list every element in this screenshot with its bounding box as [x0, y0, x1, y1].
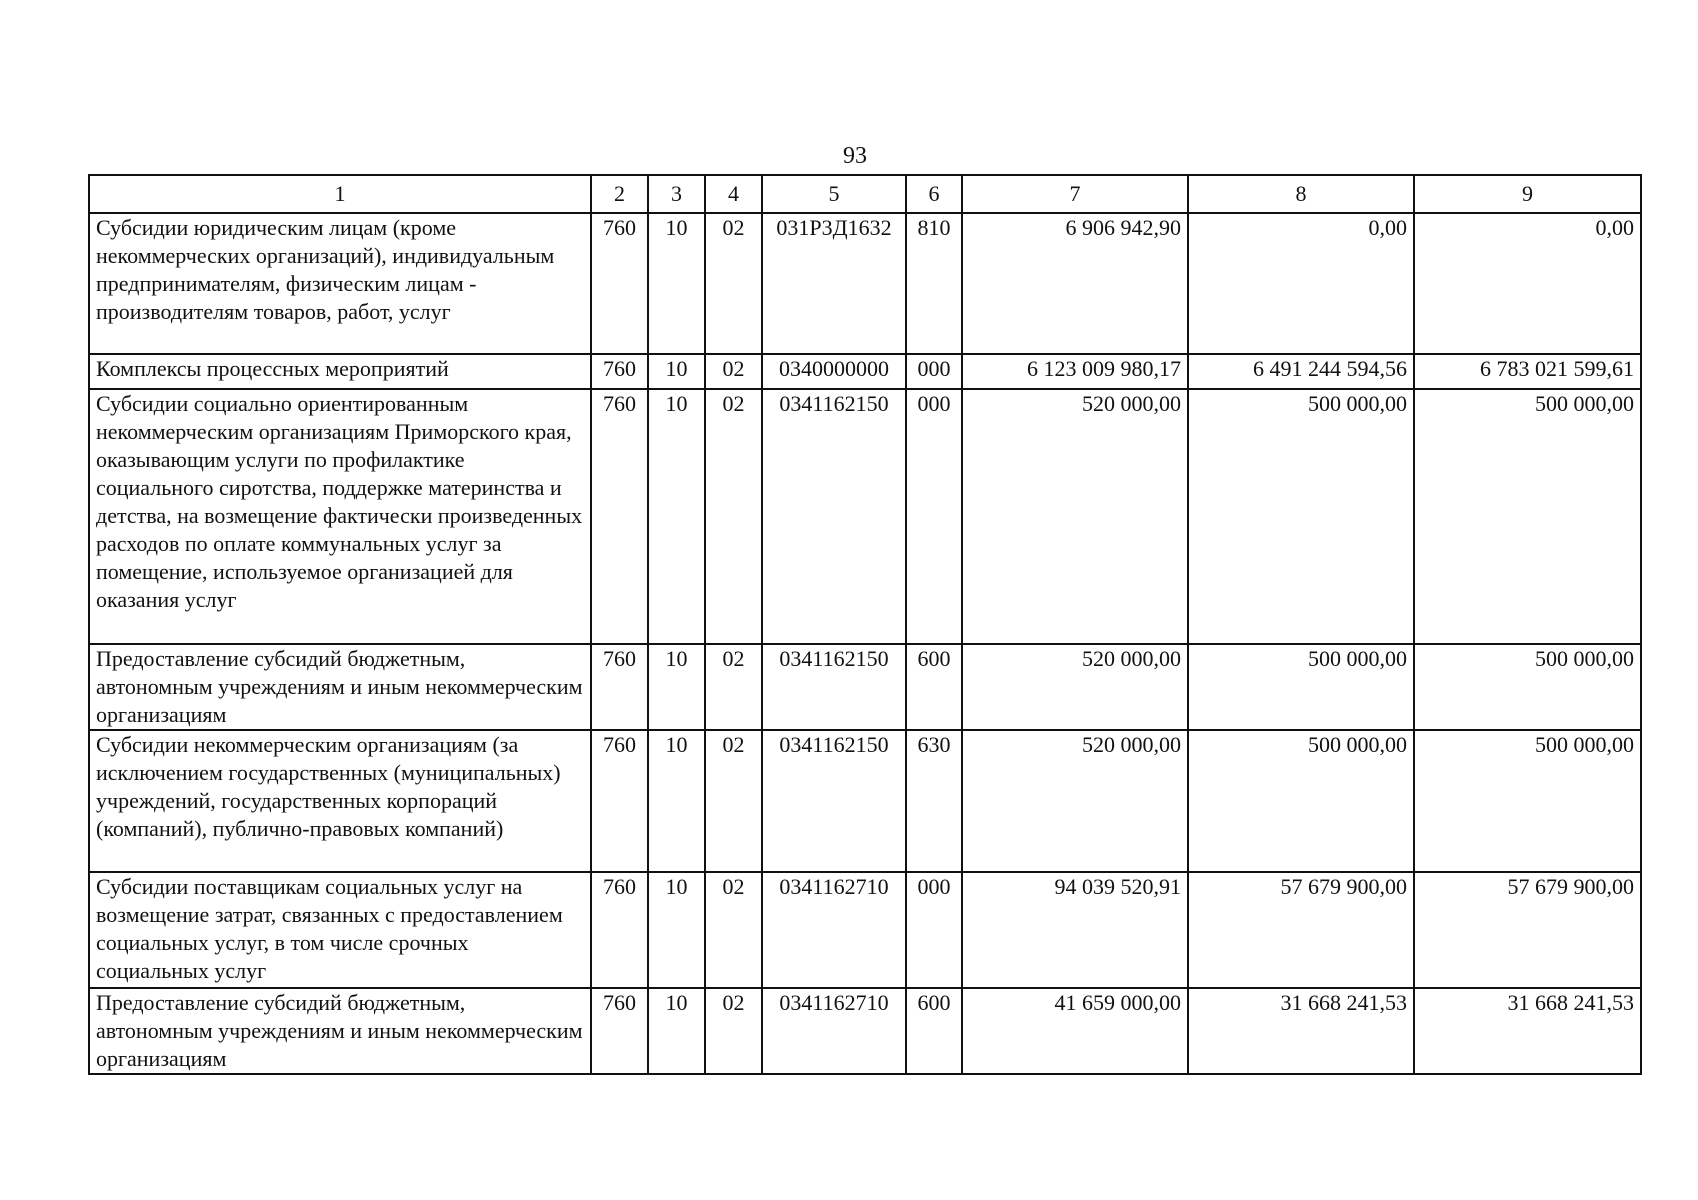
- page-number: 93: [843, 143, 867, 169]
- row-amount-col8: 31 668 241,53: [1188, 988, 1414, 1074]
- row-name: Субсидии поставщикам социальных услуг на возмещение затрат, связанных с предоставлением социальных услуг, в том числе срочных социальных услуг: [89, 872, 591, 988]
- row-amount-col8: 500 000,00: [1188, 644, 1414, 730]
- row-target-code: 0341162150: [762, 730, 906, 872]
- row-section-code: 10: [648, 389, 705, 644]
- row-amount-col9: 57 679 900,00: [1414, 872, 1641, 988]
- row-section-code: 10: [648, 354, 705, 389]
- row-target-code: 0340000000: [762, 354, 906, 389]
- row-amount-col9: 31 668 241,53: [1414, 988, 1641, 1074]
- row-name: Предоставление субсидий бюджетным, автономным учреждениям и иным некоммерческим организациям: [89, 644, 591, 730]
- column-header-8: 8: [1188, 175, 1414, 213]
- row-subsection-code: 02: [705, 389, 762, 644]
- row-amount-col8: 57 679 900,00: [1188, 872, 1414, 988]
- row-amount-col7: 6 123 009 980,17: [962, 354, 1188, 389]
- row-subsection-code: 02: [705, 644, 762, 730]
- column-header-2: 2: [591, 175, 648, 213]
- row-target-code: 0341162710: [762, 872, 906, 988]
- row-subsection-code: 02: [705, 872, 762, 988]
- row-expense-type-code: 630: [906, 730, 962, 872]
- row-amount-col7: 520 000,00: [962, 730, 1188, 872]
- row-ministry-code: 760: [591, 389, 648, 644]
- row-ministry-code: 760: [591, 988, 648, 1074]
- row-section-code: 10: [648, 213, 705, 354]
- row-name: Субсидии социально ориентированным некоммерческим организациям Приморского края, оказывающим услуги по профилактике социального сиротства, поддержке материнства и детства, на возмещение фактически произведенных расходов по оплате коммунальных услуг за помещение, используемое организацией для оказания услуг: [89, 389, 591, 644]
- row-ministry-code: 760: [591, 872, 648, 988]
- row-target-code: 0341162150: [762, 389, 906, 644]
- row-section-code: 10: [648, 988, 705, 1074]
- table-row: [89, 644, 1641, 730]
- row-amount-col8: 500 000,00: [1188, 730, 1414, 872]
- row-amount-col9: 0,00: [1414, 213, 1641, 354]
- row-name: Комплексы процессных мероприятий: [89, 354, 591, 389]
- table-row: [89, 730, 1641, 872]
- row-amount-col7: 6 906 942,90: [962, 213, 1188, 354]
- row-amount-col7: 94 039 520,91: [962, 872, 1188, 988]
- row-subsection-code: 02: [705, 213, 762, 354]
- column-header-9: 9: [1414, 175, 1641, 213]
- row-amount-col8: 500 000,00: [1188, 389, 1414, 644]
- row-expense-type-code: 000: [906, 354, 962, 389]
- row-ministry-code: 760: [591, 644, 648, 730]
- row-expense-type-code: 000: [906, 389, 962, 644]
- row-amount-col8: 0,00: [1188, 213, 1414, 354]
- row-amount-col9: 500 000,00: [1414, 644, 1641, 730]
- row-ministry-code: 760: [591, 354, 648, 389]
- row-ministry-code: 760: [591, 213, 648, 354]
- header-row: [89, 175, 1641, 213]
- column-header-7: 7: [962, 175, 1188, 213]
- row-subsection-code: 02: [705, 988, 762, 1074]
- column-header-1: 1: [89, 175, 591, 213]
- table-row: [89, 988, 1641, 1074]
- row-name: Субсидии юридическим лицам (кроме некоммерческих организаций), индивидуальным предпринимателям, физическим лицам - производителям товаров, работ, услуг: [89, 213, 591, 354]
- row-expense-type-code: 000: [906, 872, 962, 988]
- row-amount-col7: 520 000,00: [962, 389, 1188, 644]
- row-subsection-code: 02: [705, 354, 762, 389]
- row-section-code: 10: [648, 730, 705, 872]
- row-expense-type-code: 810: [906, 213, 962, 354]
- column-header-5: 5: [762, 175, 906, 213]
- row-amount-col7: 41 659 000,00: [962, 988, 1188, 1074]
- row-name: Субсидии некоммерческим организациям (за исключением государственных (муниципальных) учреждений, государственных корпораций (компаний), публично-правовых компаний): [89, 730, 591, 872]
- budget-table: [88, 174, 1642, 1075]
- row-target-code: 0341162710: [762, 988, 906, 1074]
- row-ministry-code: 760: [591, 730, 648, 872]
- row-target-code: 031Р3Д1632: [762, 213, 906, 354]
- row-target-code: 0341162150: [762, 644, 906, 730]
- row-expense-type-code: 600: [906, 644, 962, 730]
- table-row: [89, 872, 1641, 988]
- row-amount-col8: 6 491 244 594,56: [1188, 354, 1414, 389]
- row-subsection-code: 02: [705, 730, 762, 872]
- row-section-code: 10: [648, 644, 705, 730]
- table-row: [89, 213, 1641, 354]
- table-row: [89, 389, 1641, 644]
- column-header-6: 6: [906, 175, 962, 213]
- column-header-4: 4: [705, 175, 762, 213]
- row-amount-col9: 500 000,00: [1414, 389, 1641, 644]
- row-amount-col9: 500 000,00: [1414, 730, 1641, 872]
- column-header-3: 3: [648, 175, 705, 213]
- table-row: [89, 354, 1641, 389]
- row-expense-type-code: 600: [906, 988, 962, 1074]
- row-name: Предоставление субсидий бюджетным, автономным учреждениям и иным некоммерческим организациям: [89, 988, 591, 1074]
- row-section-code: 10: [648, 872, 705, 988]
- row-amount-col7: 520 000,00: [962, 644, 1188, 730]
- row-amount-col9: 6 783 021 599,61: [1414, 354, 1641, 389]
